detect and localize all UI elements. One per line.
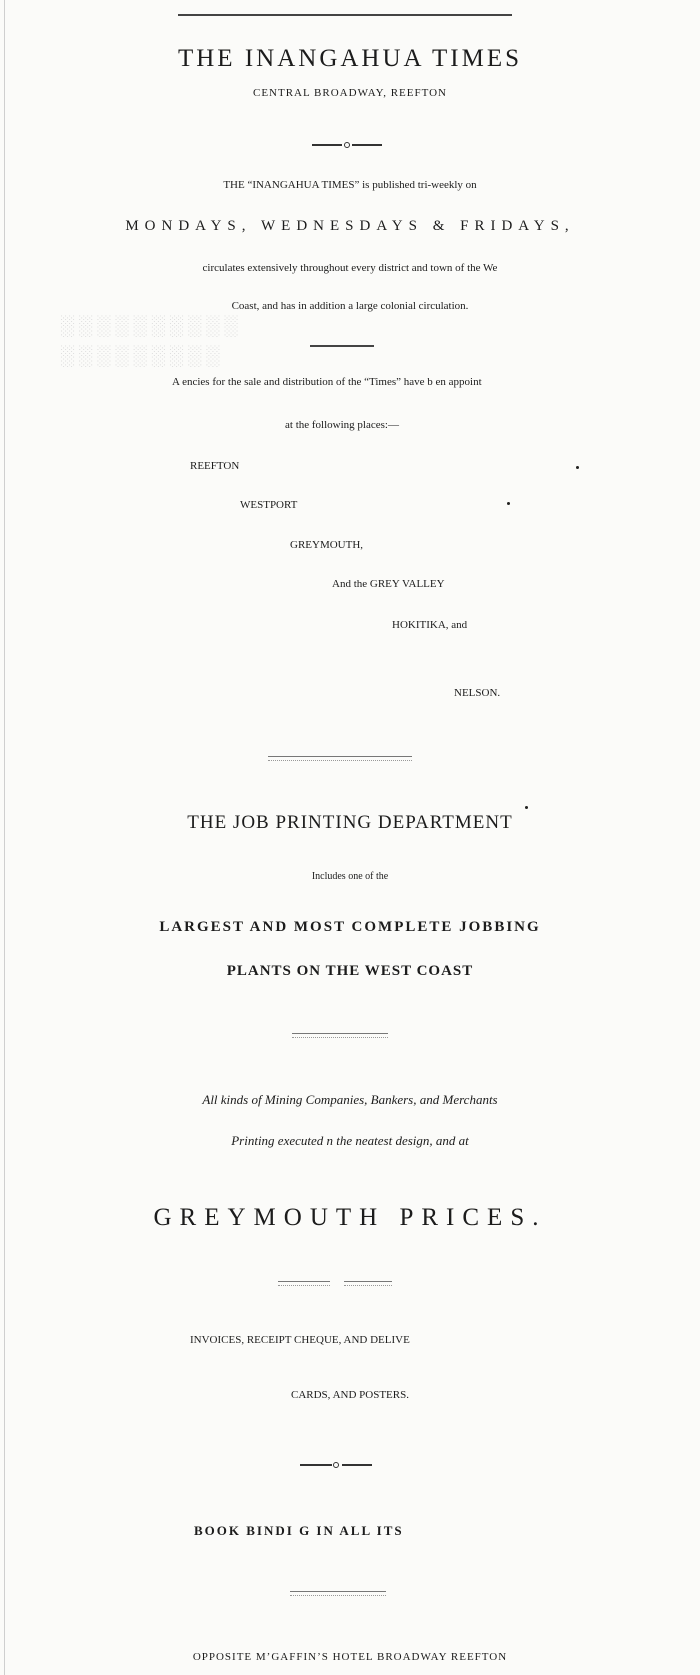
masthead-address: CENTRAL BROADWAY, REEFTON: [253, 87, 447, 99]
short-rule: [310, 345, 374, 347]
stationery-line: INVOICES, RECEIPT CHEQUE, AND DELIVE: [190, 1334, 410, 1346]
ink-speck: [507, 502, 510, 505]
wavy-divider: [290, 1591, 386, 1596]
publication-days: MONDAYS, WEDNESDAYS & FRIDAYS,: [125, 218, 575, 234]
masthead-title: THE INANGAHUA TIMES: [177, 45, 523, 72]
ink-speck: [576, 466, 579, 469]
wavy-divider: [292, 1033, 388, 1038]
agency-place: NELSON.: [454, 687, 501, 699]
agency-place: WESTPORT: [240, 499, 298, 511]
bleed-through-text: ░░░░░░░░░░: [60, 315, 242, 337]
top-rule: [178, 14, 512, 16]
mining-line: All kinds of Mining Companies, Bankers, and Merchants: [202, 1092, 498, 1107]
book-binding-line: BOOK BINDI G IN ALL ITS: [194, 1523, 404, 1538]
circulation-line: circulates extensively throughout every district and town of the We: [202, 262, 498, 274]
agency-place: HOKITIKA, and: [392, 619, 468, 631]
wavy-divider: [278, 1281, 330, 1286]
agency-place: REEFTON: [190, 460, 240, 472]
job-printing-plants: PLANTS ON THE WEST COAST: [226, 963, 474, 979]
agency-place: And the GREY VALLEY: [332, 578, 445, 590]
column-edge: [4, 0, 5, 1675]
greymouth-prices: GREYMOUTH PRICES.: [153, 1204, 547, 1231]
job-printing-includes: Includes one of the: [311, 871, 389, 882]
wavy-divider: [268, 756, 412, 761]
footer-address: OPPOSITE M’GAFFIN’S HOTEL BROADWAY REEFTON: [192, 1651, 508, 1663]
bleed-through-text: ░░░░░░░░░: [60, 345, 224, 367]
job-printing-heading: THE JOB PRINTING DEPARTMENT: [187, 812, 513, 833]
mining-line: Printing executed n the neatest design, and at: [231, 1133, 469, 1148]
ink-speck: [525, 806, 528, 809]
job-printing-largest: LARGEST AND MOST COMPLETE JOBBING: [159, 919, 541, 935]
ornament-divider: [300, 1462, 372, 1468]
stationery-line: CARDS, AND POSTERS.: [291, 1389, 409, 1401]
wavy-divider: [344, 1281, 392, 1286]
agencies-line: at the following places:—: [285, 419, 399, 431]
agencies-line: A encies for the sale and distribution of the “Times” have b en appoint: [172, 376, 482, 388]
circulation-line: Coast, and has in addition a large colonial circulation.: [231, 300, 469, 312]
agency-place: GREYMOUTH,: [290, 539, 364, 551]
ornament-divider: [312, 142, 382, 148]
publication-line: THE “INANGAHUA TIMES” is published tri-weekly on: [223, 179, 477, 191]
